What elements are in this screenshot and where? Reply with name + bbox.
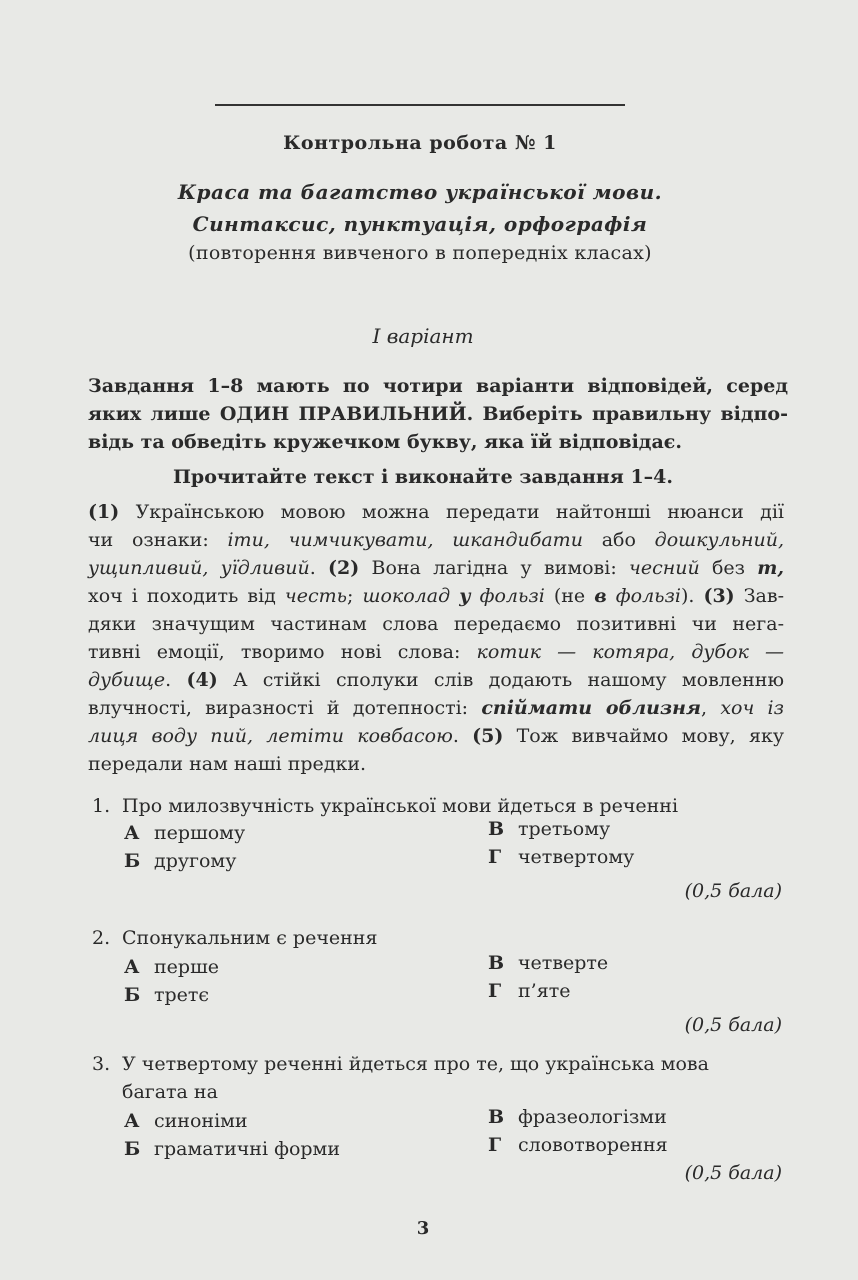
question-stem: 1. Про милозвучність української мови йдеться в реченні — [92, 795, 679, 817]
option-b[interactable]: Б граматичні форми — [124, 1138, 340, 1160]
page-number: 3 — [416, 1218, 430, 1239]
text-line: чи ознаки: іти, чимчикувати, шкандибати або дошкульний, — [88, 529, 784, 551]
instructions — [88, 372, 788, 456]
top-rule — [215, 104, 625, 106]
question-stem: 2. Спонукальним є речення — [92, 927, 378, 949]
page-title: Контрольна робота № 1 — [283, 132, 557, 154]
option-a[interactable]: А перше — [124, 956, 219, 978]
score-label: (0,5 бала) — [684, 1014, 782, 1036]
option-b[interactable]: Б третє — [124, 984, 210, 1006]
text-line: дубище. (4) А стійкі сполуки слів додають нашому мовленню — [88, 669, 784, 691]
text-line: ущипливий, уїдливий. (2) Вона лагідна у вимові: чесний без т, — [88, 557, 784, 579]
question-2 — [92, 924, 784, 1036]
option-h[interactable]: Г п’яте — [488, 980, 571, 1002]
answer-options — [124, 1106, 784, 1168]
option-h[interactable]: Г четвертому — [488, 846, 635, 868]
score-label: (0,5 бала) — [684, 880, 782, 902]
subtitle-note: (повторення вивченого в попередніх класах) — [188, 242, 652, 264]
question-3 — [92, 1050, 784, 1184]
subtitle-line: Синтаксис, пунктуація, орфографія — [192, 212, 648, 236]
read-task-heading: Прочитайте текст і виконайте завдання 1–4. — [172, 466, 674, 488]
score-label: (0,5 бала) — [684, 1162, 782, 1184]
instruction-line: Завдання 1–8 мають по чотири варіанти відповідей, серед — [88, 375, 788, 397]
question-stem-cont: багата на — [122, 1081, 218, 1103]
answer-options — [124, 952, 784, 1014]
text-line: тивні емоції, творимо нові слова: котик — котяра, дубок — — [88, 641, 784, 663]
reading-text — [88, 498, 784, 778]
instruction-line: відь та обведіть кружечком букву, яка їй відповідає. — [88, 431, 682, 453]
option-v[interactable]: В фразеологізми — [488, 1106, 667, 1128]
topic-subtitle — [0, 176, 840, 240]
question-1 — [92, 792, 784, 902]
text-line: лиця воду пий, летіти ковбасою. (5) Тож вивчаймо мову, яку — [88, 725, 785, 747]
subtitle-line: Краса та багатство української мови. — [177, 180, 663, 204]
instruction-line: яких лише ОДИН ПРАВИЛЬНИЙ. Виберіть правильну відпо- — [88, 403, 788, 425]
text-line: влучності, виразності й дотепності: спіймати облизня, хоч із — [88, 697, 784, 719]
text-line: дяки значущим частинам слова передаємо позитивні чи нега- — [88, 613, 784, 635]
answer-options — [124, 818, 784, 880]
option-v[interactable]: В третьому — [488, 818, 611, 840]
variant-heading: І варіант — [372, 324, 474, 348]
text-line: передали нам наші предки. — [88, 753, 367, 775]
option-a[interactable]: А синоніми — [124, 1110, 248, 1132]
option-h[interactable]: Г словотворення — [488, 1134, 668, 1156]
question-stem: 3. У четвертому реченні йдеться про те, що українська мова — [92, 1053, 709, 1075]
option-b[interactable]: Б другому — [124, 850, 237, 872]
text-line: (1) Українською мовою можна передати найтонші нюанси дії — [88, 501, 784, 523]
text-line: хоч і походить від честь; шоколад у фользі (не в фользі). (3) Зав- — [88, 585, 784, 607]
option-v[interactable]: В четверте — [488, 952, 609, 974]
option-a[interactable]: А першому — [124, 822, 246, 844]
